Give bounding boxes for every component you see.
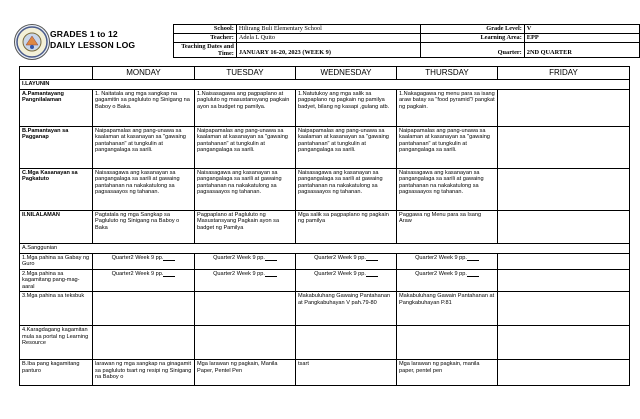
objectives-row bbox=[20, 80, 630, 90]
blank-line bbox=[366, 271, 378, 277]
table-row bbox=[20, 360, 630, 386]
table-cell bbox=[397, 253, 498, 269]
table-row bbox=[20, 253, 630, 269]
sanggunian-title: A.Sanggunian bbox=[20, 243, 630, 253]
table-cell: Naipapamalas ang pang-unawa sa kaalaman at kasanayan sa "gawaing pantahanan" at tungkulin at pangangalaga sa sarili. bbox=[296, 126, 397, 168]
table-cell: Naisasagawa ang kasanayan sa pangangalaga sa sarili at gawaing pantahanan na nakakatulong sa pagsasaayos ng tahanan. bbox=[296, 168, 397, 210]
table-row bbox=[20, 210, 630, 243]
dates-value: JANUARY 16-20, 2023 (WEEK 9) bbox=[236, 43, 421, 58]
row-label: 3.Mga pahina sa teksbuk bbox=[20, 292, 93, 326]
table-row bbox=[20, 168, 630, 210]
lesson-grid bbox=[19, 66, 630, 386]
ref-text: Quarter2 Week 9 pp. bbox=[213, 254, 265, 261]
grade-value: V bbox=[524, 25, 639, 34]
table-cell: Pagpaplano at Pagluluto ng Masustansyang Pagkain ayon sa badget ng Pamilya bbox=[195, 210, 296, 243]
day-thursday: THURSDAY bbox=[397, 67, 498, 80]
table-row bbox=[20, 126, 630, 168]
table-cell: Mga larawan ng pagkain, manila paper, pentel pen bbox=[397, 360, 498, 386]
table-cell bbox=[93, 292, 195, 326]
objectives-title: I.LAYUNIN bbox=[20, 80, 630, 90]
table-cell bbox=[498, 292, 630, 326]
table-cell bbox=[195, 269, 296, 292]
table-row bbox=[20, 89, 630, 126]
ref-text: Quarter2 Week 9 pp. bbox=[415, 254, 467, 261]
corner-cell bbox=[20, 67, 93, 80]
row-label: 1.Mga pahina sa Gabay ng Guro bbox=[20, 253, 93, 269]
table-cell: Paggawa ng Menu para sa Isang Araw bbox=[397, 210, 498, 243]
table-cell: Naisasagawa ang kasanayan sa pangangalaga sa sarili at gawaing pantahanan na nakakatulong sa pagsasaayos ng tahanan. bbox=[93, 168, 195, 210]
table-cell: 1. Naitatala ang mga sangkap na gagamitin sa pagluluto ng Sinigang na Baboy o Baka. bbox=[93, 89, 195, 126]
row-label: B.Pamantayan sa Pagganap bbox=[20, 126, 93, 168]
school-value: Hilirang Buli Elementary School bbox=[236, 25, 421, 34]
table-cell: Naisasagawa ang kasanayan sa pangangalaga sa sarili at gawaing pantahanan na nakakatulong sa pagsasaayos ng tahanan. bbox=[397, 168, 498, 210]
table-cell: Pagtatala ng mga Sangkap sa Pagluluto ng Sinigang na Baboy o Baka bbox=[93, 210, 195, 243]
table-cell bbox=[498, 89, 630, 126]
dates-label bbox=[174, 43, 237, 58]
table-cell: Makabuluhang Gawaing Pantahanan at Pangkabuhayan V pah.79-80 bbox=[296, 292, 397, 326]
ref-text: Quarter2 Week 9 pp. bbox=[111, 270, 164, 277]
table-cell: 1.Nakagagawa ng menu para sa isang araw batay sa "food pyramid"/ pangkat ng pagkain. bbox=[397, 89, 498, 126]
table-cell bbox=[195, 253, 296, 269]
table-cell bbox=[93, 269, 195, 292]
blank-line bbox=[265, 271, 277, 277]
table-cell bbox=[93, 253, 195, 269]
blank-line bbox=[467, 271, 479, 277]
table-cell bbox=[498, 168, 630, 210]
row-label: C.Mga Kasanayan sa Pagkatuto bbox=[20, 168, 93, 210]
ref-text: Quarter2 Week 9 pp. bbox=[111, 254, 164, 261]
table-cell bbox=[498, 269, 630, 292]
table-cell: Mga salik sa pagpaplano ng pagkain ng pamilya bbox=[296, 210, 397, 243]
title-line-1: GRADES 1 to 12 bbox=[50, 29, 118, 39]
table-cell bbox=[498, 253, 630, 269]
row-label: II.NILALAMAN bbox=[20, 210, 93, 243]
blank-line bbox=[366, 255, 378, 261]
table-cell bbox=[498, 360, 630, 386]
day-wednesday: WEDNESDAY bbox=[296, 67, 397, 80]
table-cell: larawan ng mga sangkap na ginagamit sa pagluluto tsart ng resipi ng Sinigang na Baboy o bbox=[93, 360, 195, 386]
teacher-value: Adela L Quito bbox=[236, 34, 421, 43]
teacher-label: Teacher: bbox=[174, 34, 237, 43]
blank-line bbox=[163, 271, 175, 277]
sanggunian-row bbox=[20, 243, 630, 253]
blank-line bbox=[467, 255, 479, 261]
row-label: 4.Karagdagang kagamitan mula sa portal ng Learning Resource bbox=[20, 326, 93, 360]
table-cell bbox=[296, 253, 397, 269]
blank-line bbox=[265, 255, 277, 261]
blank-line bbox=[163, 255, 175, 261]
dates-label-line-2: Time: bbox=[217, 50, 234, 57]
table-cell bbox=[498, 126, 630, 168]
day-header-row bbox=[20, 67, 630, 80]
table-cell: Mga larawan ng pagkain, Manila Paper, Pentel Pen bbox=[195, 360, 296, 386]
table-row bbox=[20, 326, 630, 360]
title-line-2: DAILY LESSON LOG bbox=[50, 40, 136, 50]
day-tuesday: TUESDAY bbox=[195, 67, 296, 80]
table-cell bbox=[498, 326, 630, 360]
row-label: B.Iba pang kagamitang panturo bbox=[20, 360, 93, 386]
row-label: A.Pamantayang Pangnilalaman bbox=[20, 89, 93, 126]
table-cell bbox=[93, 326, 195, 360]
table-cell: 1.Natutukoy ang mga salik sa pagpaplano ng pagkain ng pamilya badyet, bilang ng kasapi ,gulang atb. bbox=[296, 89, 397, 126]
table-cell: Naipapamalas ang pang-unawa sa kaalaman at kasanayan sa "gawaing pantahanan" at tungkulin at pangangalaga sa sarili. bbox=[93, 126, 195, 168]
table-cell: tsart bbox=[296, 360, 397, 386]
grade-label: Grade Level: bbox=[421, 25, 524, 34]
table-cell bbox=[397, 269, 498, 292]
deped-seal-icon bbox=[14, 24, 50, 60]
ref-text: Quarter2 Week 9 pp. bbox=[314, 270, 366, 277]
table-cell: Makabuluhang Gawain Pantahanan at Pangkabuhayan P.81 bbox=[397, 292, 498, 326]
table-cell bbox=[397, 326, 498, 360]
row-label: 2.Mga pahina sa kagamitang pang-mag-aaral bbox=[20, 269, 93, 292]
table-cell bbox=[498, 210, 630, 243]
table-cell bbox=[195, 326, 296, 360]
info-table bbox=[173, 24, 640, 58]
table-row bbox=[20, 292, 630, 326]
document-title bbox=[50, 29, 135, 51]
day-monday: MONDAY bbox=[93, 67, 195, 80]
quarter-label: Quarter: bbox=[421, 43, 524, 58]
area-label: Learning Area: bbox=[421, 34, 524, 43]
ref-text: Quarter2 Week 9 pp. bbox=[314, 254, 366, 261]
school-label: School: bbox=[174, 25, 237, 34]
dates-label-line-1: Teaching Dates and bbox=[181, 43, 234, 50]
ref-text: Quarter2 Week 9 pp. bbox=[415, 270, 467, 277]
table-row bbox=[20, 269, 630, 292]
day-friday: FRIDAY bbox=[498, 67, 630, 80]
table-cell bbox=[195, 292, 296, 326]
quarter-value: 2ND QUARTER bbox=[524, 43, 639, 58]
table-cell bbox=[296, 269, 397, 292]
table-cell: Naipapamalas ang pang-unawa sa kaalaman at kasanayan sa "gawaing pantahanan" at tungkulin at pangangalaga sa sarili. bbox=[195, 126, 296, 168]
ref-text: Quarter2 Week 9 pp. bbox=[213, 270, 265, 277]
table-cell: 1.Naisasagawa ang pagpaplano at pagluluto ng masustansyang pagkain ayon sa budget ng pamilya. bbox=[195, 89, 296, 126]
table-cell: Naisasagawa ang kasanayan sa pangangalaga sa sarili at gawaing pantahanan na nakakatulong sa pagsasaayos ng tahanan. bbox=[195, 168, 296, 210]
area-value: EPP bbox=[524, 34, 639, 43]
table-cell bbox=[296, 326, 397, 360]
table-cell: Naipapamalas ang pang-unawa sa kaalaman at kasanayan sa "gawaing pantahanan" at tungkulin at pangangalaga sa sarili. bbox=[397, 126, 498, 168]
